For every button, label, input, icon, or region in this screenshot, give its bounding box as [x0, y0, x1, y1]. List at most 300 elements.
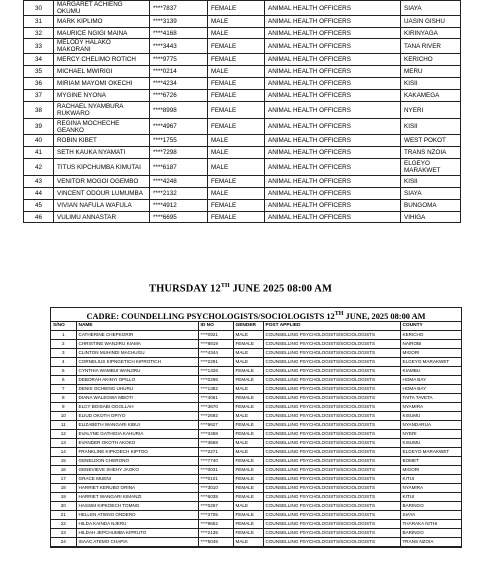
cell-gender: FEMALE	[233, 376, 263, 385]
cell-county: KISUMU	[400, 439, 461, 448]
cell-no: 21	[51, 511, 76, 520]
cell-county: KISII	[401, 119, 461, 135]
cell-gender: MALE	[208, 28, 265, 39]
cell-gender: MALE	[208, 188, 265, 200]
cell-county: KISII	[401, 78, 461, 90]
table-row	[51, 385, 461, 394]
cell-county: KIAMBU	[400, 367, 461, 376]
cell-county: THARAKA NITHI	[400, 520, 461, 529]
cell-name: RACHAEL NYAMBURA RUKWARO	[54, 102, 150, 119]
cell-no: 16	[51, 466, 76, 475]
cell-gender: FEMALE	[233, 529, 263, 538]
cell-name: HASSIM KIPKOECH TOMNO	[76, 502, 198, 511]
cell-county: NYAMIRA	[400, 484, 461, 493]
table-row	[24, 176, 461, 188]
cell-name: EVANDER OKOTH AKOKO	[76, 439, 198, 448]
cell-county: HOMA BAY	[400, 376, 461, 385]
table-row	[51, 520, 461, 529]
cell-post-applied: COUNSELLING PSYCHOLOGISTS/SOCIOLOGISTS	[263, 421, 400, 430]
cell-id-no: ****9775	[150, 54, 208, 66]
cell-gender: FEMALE	[233, 403, 263, 412]
table-row	[24, 188, 461, 200]
cell-id-no: ****4912	[150, 200, 208, 212]
cell-county: MERU	[401, 66, 461, 78]
cell-name: DIANA WALEGWA MBOTI	[76, 394, 198, 403]
header-gender: GENDER	[233, 322, 263, 331]
lower-table-section	[50, 307, 462, 548]
cell-no: 9	[51, 403, 76, 412]
cell-name: SETH KAUKA NYAMATI	[54, 147, 150, 159]
cell-post-applied: COUNSELLING PSYCHOLOGISTS/SOCIOLOGISTS	[263, 520, 400, 529]
cell-county: NYANDARUA	[400, 421, 461, 430]
lower-table-body	[51, 331, 461, 547]
cell-post-applied: ANIMAL HEALTH OFFICERS	[265, 1, 401, 16]
table-row	[51, 367, 461, 376]
cell-post-applied: COUNSELLING PSYCHOLOGISTS/SOCIOLOGISTS	[263, 412, 400, 421]
cell-county: NYAMIRA	[400, 403, 461, 412]
cell-post-applied: ANIMAL HEALTH OFFICERS	[265, 66, 401, 78]
table-row	[24, 119, 461, 135]
cell-county: WEST POKOT	[401, 135, 461, 147]
cell-post-applied: ANIMAL HEALTH OFFICERS	[265, 135, 401, 147]
cell-name: CLINTON MUHINDI MACHUGU	[76, 349, 198, 358]
cell-post-applied: COUNSELLING PSYCHOLOGISTS/SOCIOLOGISTS	[263, 538, 400, 547]
cell-gender: FEMALE	[208, 102, 265, 119]
cell-no: 2	[51, 340, 76, 349]
cell-post-applied: COUNSELLING PSYCHOLOGISTS/SOCIOLOGISTS	[263, 439, 400, 448]
cell-post-applied: ANIMAL HEALTH OFFICERS	[265, 16, 401, 28]
cell-name: MARGARET ACHIENG OKUMU	[54, 1, 150, 16]
cell-id-no: ****1326	[198, 367, 233, 376]
cell-no: 8	[51, 394, 76, 403]
cell-id-no: ****4168	[150, 28, 208, 39]
cell-no: 44	[24, 188, 54, 200]
cell-no: 36	[24, 78, 54, 90]
table-row	[51, 349, 461, 358]
cell-no: 20	[51, 502, 76, 511]
cell-county: KITUI	[400, 493, 461, 502]
cell-post-applied: COUNSELLING PSYCHOLOGISTS/SOCIOLOGISTS	[263, 376, 400, 385]
cell-county: KERICHO	[401, 54, 461, 66]
cell-post-applied: ANIMAL HEALTH OFFICERS	[265, 102, 401, 119]
cell-id-no: ****0921	[198, 331, 233, 340]
cell-name: HELLEN ATIENO ONDERO	[76, 511, 198, 520]
cell-gender: FEMALE	[208, 54, 265, 66]
cell-post-applied: ANIMAL HEALTH OFFICERS	[265, 147, 401, 159]
cell-no: 7	[51, 385, 76, 394]
cadre-heading	[51, 308, 461, 322]
cell-no: 13	[51, 439, 76, 448]
cell-name: HARRIET KERUBO ORINA	[76, 484, 198, 493]
cell-no: 15	[51, 457, 76, 466]
cell-no: 43	[24, 176, 54, 188]
table-row	[24, 159, 461, 176]
cell-post-applied: ANIMAL HEALTH OFFICERS	[265, 188, 401, 200]
cell-gender: MALE	[208, 16, 265, 28]
cell-post-applied: COUNSELLING PSYCHOLOGISTS/SOCIOLOGISTS	[263, 493, 400, 502]
cell-name: CATHERINE CHEPKORIR	[76, 331, 198, 340]
cell-post-applied: COUNSELLING PSYCHOLOGISTS/SOCIOLOGISTS	[263, 430, 400, 439]
cell-gender: FEMALE	[208, 212, 265, 223]
cell-id-no: ****6726	[150, 90, 208, 102]
cell-post-applied: COUNSELLING PSYCHOLOGISTS/SOCIOLOGISTS	[263, 394, 400, 403]
header-post-applied: POST APPLIED	[263, 322, 400, 331]
table-row	[51, 448, 461, 457]
cell-gender: MALE	[233, 412, 263, 421]
table-row	[51, 538, 461, 547]
cell-gender: FEMALE	[233, 340, 263, 349]
cell-id-no: ****8998	[150, 102, 208, 119]
cell-post-applied: ANIMAL HEALTH OFFICERS	[265, 78, 401, 90]
cell-id-no: ****3458	[198, 430, 233, 439]
table-row	[24, 78, 461, 90]
table-row	[51, 484, 461, 493]
cell-post-applied: ANIMAL HEALTH OFFICERS	[265, 200, 401, 212]
cell-post-applied: COUNSELLING PSYCHOLOGISTS/SOCIOLOGISTS	[263, 331, 400, 340]
cell-id-no: ****2271	[198, 448, 233, 457]
cell-id-no: ****2135	[198, 529, 233, 538]
cell-id-no: ****4967	[150, 119, 208, 135]
cell-county: TRANS NZOIA	[401, 147, 461, 159]
cell-no: 18	[51, 484, 76, 493]
cell-no: 19	[51, 493, 76, 502]
cell-county: BOMET	[400, 457, 461, 466]
cell-id-no: ****3668	[198, 439, 233, 448]
cell-county: KERICHO	[400, 331, 461, 340]
cell-no: 45	[24, 200, 54, 212]
cell-id-no: ****4234	[150, 78, 208, 90]
cell-name: ISAAC ATEMO CHAPIA	[76, 538, 198, 547]
cell-name: GRACE MUENI	[76, 475, 198, 484]
cell-no: 31	[24, 16, 54, 28]
cell-county: TANA RIVER	[401, 39, 461, 54]
table-row	[24, 1, 461, 16]
header-sno: S/NO	[51, 322, 76, 331]
cell-id-no: ****0296	[198, 376, 233, 385]
cell-no: 46	[24, 212, 54, 223]
cell-county: KISUMU	[400, 412, 461, 421]
cell-county: VIHIGA	[401, 212, 461, 223]
cell-no: 41	[24, 147, 54, 159]
upper-table	[23, 0, 461, 223]
cell-name: ROBIN KIBET	[54, 135, 150, 147]
cadre-heading-text-end: JUNE, 2025 08:00 AM	[343, 311, 426, 321]
cell-county: KIRINYAGA	[401, 28, 461, 39]
cell-post-applied: COUNSELLING PSYCHOLOGISTS/SOCIOLOGISTS	[263, 466, 400, 475]
cell-name: TITUS KIPCHUMBA KIMUTAI	[54, 159, 150, 176]
table-row	[51, 394, 461, 403]
cell-county: BARINGO	[400, 502, 461, 511]
cell-gender: MALE	[233, 385, 263, 394]
cell-name: VINCENT ODOUR LUMUMBA	[54, 188, 150, 200]
cell-no: 42	[24, 159, 54, 176]
cell-county: UASIN GISHU	[401, 16, 461, 28]
cell-no: 5	[51, 367, 76, 376]
cell-county: ELGEYO MARAKWET	[400, 448, 461, 457]
cell-name: MICHAEL MWIRIGI	[54, 66, 150, 78]
cell-id-no: ****0101	[198, 475, 233, 484]
cell-no: 30	[24, 1, 54, 16]
cell-id-no: ****1755	[150, 135, 208, 147]
cell-post-applied: ANIMAL HEALTH OFFICERS	[265, 39, 401, 54]
cell-name: ELCY BOISABI OGOLLAH	[76, 403, 198, 412]
upper-table-body	[24, 1, 461, 223]
table-row	[24, 16, 461, 28]
cell-no: 14	[51, 448, 76, 457]
cell-id-no: ****4344	[198, 349, 233, 358]
table-row	[51, 421, 461, 430]
cell-gender: FEMALE	[233, 394, 263, 403]
cell-id-no: ****3705	[198, 511, 233, 520]
table-row	[24, 90, 461, 102]
cell-no: 39	[24, 119, 54, 135]
cell-gender: FEMALE	[233, 493, 263, 502]
cell-gender: MALE	[208, 147, 265, 159]
table-row	[51, 340, 461, 349]
cell-post-applied: COUNSELLING PSYCHOLOGISTS/SOCIOLOGISTS	[263, 511, 400, 520]
cell-gender: FEMALE	[233, 484, 263, 493]
cell-no: 6	[51, 376, 76, 385]
table-row	[51, 502, 461, 511]
table-row	[24, 212, 461, 223]
cell-id-no: ****7740	[198, 457, 233, 466]
cell-name: GENEVIEVE SHEHY JAOKO	[76, 466, 198, 475]
cell-no: 22	[51, 520, 76, 529]
cell-id-no: ****3139	[150, 16, 208, 28]
cell-id-no: ****7298	[150, 147, 208, 159]
cell-id-no: ****7837	[150, 1, 208, 16]
cell-post-applied: COUNSELLING PSYCHOLOGISTS/SOCIOLOGISTS	[263, 502, 400, 511]
table-row	[51, 493, 461, 502]
cell-county: ELGEYO MARAKWET	[400, 358, 461, 367]
cell-post-applied: ANIMAL HEALTH OFFICERS	[265, 119, 401, 135]
cell-name: MELODY HALAKO MAKORANI	[54, 39, 150, 54]
table-row	[51, 475, 461, 484]
cell-post-applied: COUNSELLING PSYCHOLOGISTS/SOCIOLOGISTS	[263, 457, 400, 466]
header-id-no: ID NO	[198, 322, 233, 331]
table-row	[24, 135, 461, 147]
cell-no: 37	[24, 90, 54, 102]
cell-post-applied: COUNSELLING PSYCHOLOGISTS/SOCIOLOGISTS	[263, 385, 400, 394]
cell-gender: FEMALE	[233, 367, 263, 376]
cell-county: TAITA TAVETA	[400, 394, 461, 403]
cell-name: REGINA MOCHECHE GEANKO	[54, 119, 150, 135]
cell-no: 32	[24, 28, 54, 39]
cell-gender: FEMALE	[208, 90, 265, 102]
cell-county: SIAYA	[400, 511, 461, 520]
upper-table-section	[23, 0, 460, 223]
cell-post-applied: ANIMAL HEALTH OFFICERS	[265, 54, 401, 66]
session-heading-text-end: JUNE 2025 08:00 AM	[229, 283, 332, 295]
cell-gender: FEMALE	[208, 78, 265, 90]
table-row	[51, 439, 461, 448]
cell-county: NYERI	[400, 430, 461, 439]
cell-name: MARK KIPLIMO	[54, 16, 150, 28]
cell-no: 40	[24, 135, 54, 147]
table-row	[24, 200, 461, 212]
cell-post-applied: ANIMAL HEALTH OFFICERS	[265, 159, 401, 176]
session-heading	[0, 283, 481, 295]
cell-post-applied: ANIMAL HEALTH OFFICERS	[265, 176, 401, 188]
cell-name: CHRISTINE WANJIRU KIAMA	[76, 340, 198, 349]
table-header-row	[51, 322, 461, 331]
cell-gender: FEMALE	[233, 457, 263, 466]
cell-county: KITUI	[400, 475, 461, 484]
cell-id-no: ****6038	[198, 493, 233, 502]
cell-county: ELGEYO MARAKWET	[401, 159, 461, 176]
cell-county: TRANS NZOIA	[400, 538, 461, 547]
header-name: NAME	[76, 322, 198, 331]
cell-id-no: ****3443	[150, 39, 208, 54]
table-row	[51, 403, 461, 412]
cell-post-applied: COUNSELLING PSYCHOLOGISTS/SOCIOLOGISTS	[263, 367, 400, 376]
cell-id-no: ****4248	[150, 176, 208, 188]
cell-no: 34	[24, 54, 54, 66]
cell-no: 35	[24, 66, 54, 78]
cell-gender: FEMALE	[208, 1, 265, 16]
cell-name: VENITOR MOGOI OGEMBO	[54, 176, 150, 188]
table-row	[51, 529, 461, 538]
cell-county: BARINGO	[400, 529, 461, 538]
cell-post-applied: COUNSELLING PSYCHOLOGISTS/SOCIOLOGISTS	[263, 358, 400, 367]
cell-gender: MALE	[233, 502, 263, 511]
session-heading-sup: TH	[220, 283, 230, 289]
cell-id-no: ****9627	[198, 421, 233, 430]
cell-name: HARRIET WANGARI KIMANZI	[76, 493, 198, 502]
cell-gender: MALE	[233, 448, 263, 457]
cell-id-no: ****9652	[198, 520, 233, 529]
cell-name: DEBORAH AKINYI OPILLO	[76, 376, 198, 385]
cell-gender: FEMALE	[208, 176, 265, 188]
cell-gender: FEMALE	[208, 119, 265, 135]
cell-id-no: ****0214	[150, 66, 208, 78]
cell-name: HILDA KAINDA NJERU	[76, 520, 198, 529]
cell-gender: MALE	[233, 331, 263, 340]
cell-no: 23	[51, 529, 76, 538]
cell-county: HOMA BAY	[400, 385, 461, 394]
session-heading-text: THURSDAY 12	[149, 283, 221, 295]
cell-name: ELIZABETH WANGARI KIBUI	[76, 421, 198, 430]
cell-name: VULIMU ANNASTAR	[54, 212, 150, 223]
cell-id-no: ****6187	[150, 159, 208, 176]
table-row	[24, 54, 461, 66]
cell-gender: MALE	[208, 159, 265, 176]
cell-county: BUNGOMA	[401, 200, 461, 212]
cell-name: FRANKLINE KIPKOECH KIPTOO	[76, 448, 198, 457]
cell-id-no: ****0267	[198, 502, 233, 511]
cell-id-no: ****4061	[198, 394, 233, 403]
cadre-heading-sup: TH	[334, 311, 344, 317]
table-row	[51, 331, 461, 340]
cell-county: MIGORI	[400, 466, 461, 475]
cell-no: 10	[51, 412, 76, 421]
table-row	[24, 102, 461, 119]
cell-name: MERCY CHELIMO ROTICH	[54, 54, 150, 66]
cell-id-no: ****8819	[198, 340, 233, 349]
cell-county: NYERI	[401, 102, 461, 119]
table-row	[51, 511, 461, 520]
cell-post-applied: COUNSELLING PSYCHOLOGISTS/SOCIOLOGISTS	[263, 484, 400, 493]
cell-name: HILDAH JEPCHUMBA KIPRUTO	[76, 529, 198, 538]
cell-id-no: ****2291	[198, 358, 233, 367]
cell-post-applied: ANIMAL HEALTH OFFICERS	[265, 212, 401, 223]
table-row	[51, 376, 461, 385]
cell-id-no: ****3010	[198, 484, 233, 493]
cell-gender: FEMALE	[208, 200, 265, 212]
cell-id-no: ****5045	[198, 538, 233, 547]
cell-gender: MALE	[208, 66, 265, 78]
cell-gender: FEMALE	[233, 466, 263, 475]
cell-no: 38	[24, 102, 54, 119]
cell-name: MYGINE NYONA	[54, 90, 150, 102]
table-row	[51, 466, 461, 475]
cell-id-no: ****1382	[198, 385, 233, 394]
cell-no: 24	[51, 538, 76, 547]
cell-id-no: ****2692	[198, 412, 233, 421]
cell-name: EVALYNE GATHIGIA KAHURIA	[76, 430, 198, 439]
table-row	[51, 358, 461, 367]
cell-gender: FEMALE	[233, 520, 263, 529]
cell-gender: FEMALE	[233, 430, 263, 439]
cell-county: NAIROBI	[400, 340, 461, 349]
cell-gender: FEMALE	[233, 511, 263, 520]
cell-no: 1	[51, 331, 76, 340]
cell-county: KAKAMEGA	[401, 90, 461, 102]
table-row	[24, 39, 461, 54]
cell-county: SIAYA	[401, 1, 461, 16]
cell-id-no: ****3670	[198, 403, 233, 412]
cell-no: 11	[51, 421, 76, 430]
cell-gender: MALE	[208, 135, 265, 147]
cell-post-applied: COUNSELLING PSYCHOLOGISTS/SOCIOLOGISTS	[263, 475, 400, 484]
cell-name: VIVIAN NAFULA WAFULA	[54, 200, 150, 212]
cell-gender: MALE	[233, 349, 263, 358]
table-row	[51, 412, 461, 421]
cell-post-applied: ANIMAL HEALTH OFFICERS	[265, 28, 401, 39]
cell-no: 4	[51, 358, 76, 367]
cell-gender: FEMALE	[233, 421, 263, 430]
cell-gender: MALE	[233, 358, 263, 367]
table-row	[24, 66, 461, 78]
cell-id-no: ****2132	[150, 188, 208, 200]
cell-name: ELIUD OKOTH OPIYO	[76, 412, 198, 421]
cell-post-applied: ANIMAL HEALTH OFFICERS	[265, 90, 401, 102]
table-row	[24, 28, 461, 39]
cell-no: 3	[51, 349, 76, 358]
cell-county: KISII	[401, 176, 461, 188]
cell-no: 17	[51, 475, 76, 484]
lower-table	[51, 322, 461, 547]
cell-name: GENELDON CHERONO	[76, 457, 198, 466]
header-county: COUNTY	[400, 322, 461, 331]
cell-name: CORNELIUS KIPNGETICH KIPROTICH	[76, 358, 198, 367]
cell-county: SIAYA	[401, 188, 461, 200]
cell-id-no: ****0031	[198, 466, 233, 475]
cell-post-applied: COUNSELLING PSYCHOLOGISTS/SOCIOLOGISTS	[263, 340, 400, 349]
cell-name: CYNTHIA WAMBUI WANJIRU	[76, 367, 198, 376]
table-row	[51, 457, 461, 466]
cell-name: MIRIAM MAYOMI OKECHI	[54, 78, 150, 90]
cell-gender: MALE	[233, 439, 263, 448]
cell-post-applied: COUNSELLING PSYCHOLOGISTS/SOCIOLOGISTS	[263, 529, 400, 538]
cell-county: MIGORI	[400, 349, 461, 358]
cell-no: 33	[24, 39, 54, 54]
cell-name: MAURICE NGIGI MAINA	[54, 28, 150, 39]
cadre-heading-text: CADRE: COUNDELLING PSYCHOLOGISTS/SOCIOLOGISTS 12	[86, 311, 335, 321]
cell-post-applied: COUNSELLING PSYCHOLOGISTS/SOCIOLOGISTS	[263, 349, 400, 358]
cell-post-applied: COUNSELLING PSYCHOLOGISTS/SOCIOLOGISTS	[263, 403, 400, 412]
table-row	[24, 147, 461, 159]
